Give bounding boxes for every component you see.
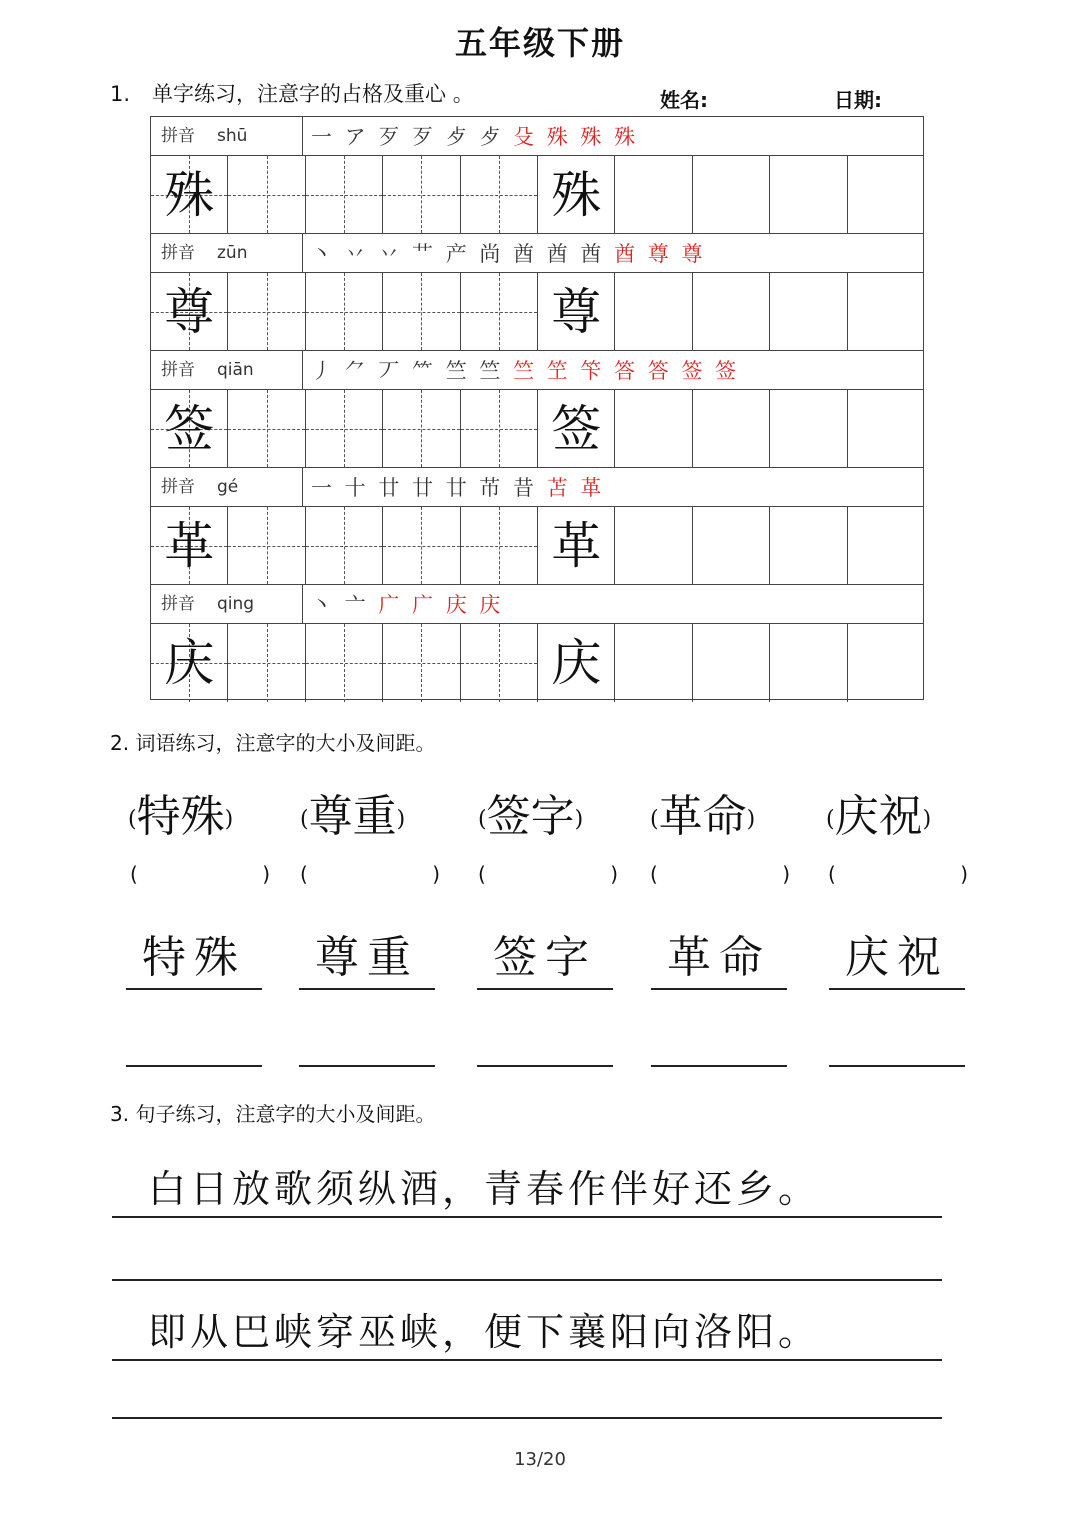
grid-cell[interactable]: [383, 273, 460, 350]
grid-cell[interactable]: [848, 273, 925, 350]
grid-cell[interactable]: [228, 390, 305, 467]
blank-writing-line[interactable]: [651, 1065, 787, 1067]
stroke-order-red: 苫 革: [546, 476, 605, 500]
pinyin-label: [151, 585, 303, 623]
pinyin-label: [151, 351, 303, 389]
grid-cell: [538, 507, 615, 584]
pinyin-value: qing: [217, 594, 255, 614]
grid-cell[interactable]: [615, 507, 692, 584]
model-char: 殊: [551, 166, 602, 224]
char-row: [151, 624, 923, 702]
stroke-order-black: 一 ア 歹 歹 歺 歺: [311, 125, 504, 149]
pinyin-row: [151, 585, 923, 624]
stroke-order-red: 广 广 庆 庆: [378, 593, 504, 617]
grid-cell[interactable]: [615, 390, 692, 467]
grid-cell[interactable]: [693, 624, 770, 702]
page-number: 13/20: [514, 1449, 566, 1470]
grid-cell[interactable]: [461, 273, 538, 350]
empty-parens[interactable]: ( ): [300, 862, 440, 886]
word-with-parens: (革命): [650, 791, 756, 842]
pinyin-label: [151, 234, 303, 272]
stroke-order-red: 酋 尊 尊: [614, 242, 706, 266]
grid-cell[interactable]: [228, 273, 305, 350]
blank-writing-line[interactable]: [299, 1065, 435, 1067]
model-char: 尊: [551, 283, 602, 341]
grid-cell[interactable]: [306, 156, 383, 233]
grid-cell[interactable]: [693, 156, 770, 233]
grid-cell[interactable]: [383, 390, 460, 467]
pinyin-row: [151, 234, 923, 273]
stroke-order: [311, 585, 503, 623]
pinyin-value: shū: [217, 126, 248, 146]
grid-cell[interactable]: [770, 507, 847, 584]
stroke-order: [311, 351, 739, 389]
word: 特殊: [136, 791, 225, 842]
underlined-word: 特殊: [126, 928, 262, 990]
blank-writing-line[interactable]: [829, 1065, 965, 1067]
stroke-order: [311, 117, 638, 155]
grid-cell[interactable]: [306, 273, 383, 350]
grid-cell: [538, 390, 615, 467]
char-row: [151, 156, 923, 234]
stroke-practice-table: [150, 116, 924, 700]
blank-sentence-line[interactable]: [112, 1417, 942, 1419]
grid-cell[interactable]: [383, 624, 460, 702]
model-char: 庆: [551, 634, 602, 692]
grid-cell[interactable]: [461, 390, 538, 467]
grid-cell: [151, 156, 228, 233]
grid-cell[interactable]: [693, 273, 770, 350]
stroke-order: [311, 234, 705, 272]
grid-cell[interactable]: [770, 156, 847, 233]
name-label: 姓名:: [660, 88, 708, 112]
stroke-order-red: 竺 笁 笇 答 答 签 签: [513, 359, 740, 383]
pinyin-value: gé: [217, 477, 239, 497]
grid-cell[interactable]: [228, 624, 305, 702]
word: 庆祝: [834, 791, 923, 842]
blank-writing-line[interactable]: [477, 1065, 613, 1067]
underlined-word: 革命: [651, 928, 787, 990]
empty-parens[interactable]: ( ): [828, 862, 968, 886]
grid-cell: [151, 507, 228, 584]
word-with-parens: (庆祝): [826, 791, 932, 842]
stroke-order: [311, 468, 604, 506]
grid-cell[interactable]: [306, 624, 383, 702]
grid-cell: [538, 156, 615, 233]
pinyin-caption: 拼音: [161, 126, 195, 146]
char-row: [151, 390, 923, 468]
pinyin-caption: 拼音: [161, 594, 195, 614]
grid-cell: [151, 390, 228, 467]
model-char: 签: [164, 400, 215, 458]
pinyin-value: qiān: [217, 360, 254, 380]
grid-cell[interactable]: [383, 156, 460, 233]
underlined-word: 尊重: [299, 928, 435, 990]
word: 尊重: [308, 791, 397, 842]
grid-cell[interactable]: [848, 390, 925, 467]
word: 签字: [486, 791, 575, 842]
grid-cell[interactable]: [693, 507, 770, 584]
grid-cell[interactable]: [461, 156, 538, 233]
section3-heading: 3. 句子练习，注意字的大小及间距。: [110, 1102, 436, 1126]
pinyin-caption: 拼音: [161, 360, 195, 380]
stroke-order-black: 丿 ⺈ 丆 ⺮ 竺 竺: [311, 359, 504, 383]
grid-cell[interactable]: [770, 273, 847, 350]
pinyin-label: [151, 468, 303, 506]
grid-cell: [151, 624, 228, 702]
empty-parens[interactable]: ( ): [130, 862, 270, 886]
model-char: 签: [551, 400, 602, 458]
word-with-parens: (特殊): [128, 791, 234, 842]
pinyin-label: [151, 117, 303, 155]
model-char: 庆: [164, 634, 215, 692]
empty-parens[interactable]: ( ): [650, 862, 790, 886]
grid-cell[interactable]: [306, 390, 383, 467]
pinyin-caption: 拼音: [161, 243, 195, 263]
char-row: [151, 273, 923, 351]
pinyin-row: [151, 117, 923, 156]
grid-cell[interactable]: [306, 507, 383, 584]
section1-heading: [110, 78, 474, 108]
model-sentence: 白日放歌须纵酒，青春作伴好还乡。: [112, 1160, 942, 1218]
grid-cell[interactable]: [693, 390, 770, 467]
grid-cell[interactable]: [615, 273, 692, 350]
pinyin-value: zūn: [217, 243, 248, 263]
model-char: 革: [551, 517, 602, 575]
grid-cell[interactable]: [770, 624, 847, 702]
grid-cell[interactable]: [461, 624, 538, 702]
blank-sentence-line[interactable]: [112, 1279, 942, 1281]
word: 革命: [658, 791, 747, 842]
grid-cell[interactable]: [770, 390, 847, 467]
stroke-order-black: 一 十 廿 廿 廿 芇 昔: [311, 476, 538, 500]
model-char: 殊: [164, 166, 215, 224]
word-with-parens: (签字): [478, 791, 584, 842]
section1-text: 单字练习，注意字的占格及重心 。: [152, 82, 474, 106]
empty-parens[interactable]: ( ): [478, 862, 618, 886]
blank-writing-line[interactable]: [126, 1065, 262, 1067]
grid-cell[interactable]: [228, 156, 305, 233]
section1-number: 1.: [110, 82, 131, 106]
grid-cell[interactable]: [848, 156, 925, 233]
grid-cell: [538, 273, 615, 350]
model-char: 革: [164, 517, 215, 575]
model-sentence: 即从巴峡穿巫峡，便下襄阳向洛阳。: [112, 1303, 942, 1361]
date-label: 日期:: [834, 88, 882, 112]
word-with-parens: (尊重): [300, 791, 406, 842]
underlined-word: 庆祝: [829, 928, 965, 990]
char-row: [151, 507, 923, 585]
underlined-word: 签字: [477, 928, 613, 990]
model-char: 尊: [164, 283, 215, 341]
page-title: 五年级下册: [454, 24, 625, 62]
grid-cell[interactable]: [383, 507, 460, 584]
grid-cell[interactable]: [461, 507, 538, 584]
grid-cell[interactable]: [615, 156, 692, 233]
grid-cell: [538, 624, 615, 702]
pinyin-caption: 拼音: [161, 477, 195, 497]
grid-cell[interactable]: [615, 624, 692, 702]
pinyin-row: [151, 468, 923, 507]
stroke-order-red: 殳 殊 殊 殊: [513, 125, 639, 149]
stroke-order-black: 丶 亠: [311, 593, 369, 617]
section2-heading: 2. 词语练习，注意字的大小及间距。: [110, 731, 436, 755]
pinyin-row: [151, 351, 923, 390]
grid-cell[interactable]: [848, 507, 925, 584]
grid-cell[interactable]: [848, 624, 925, 702]
grid-cell[interactable]: [228, 507, 305, 584]
stroke-order-black: 丶 丷 丷 艹 产 尚 酋 酋 酋: [311, 242, 605, 266]
grid-cell: [151, 273, 228, 350]
